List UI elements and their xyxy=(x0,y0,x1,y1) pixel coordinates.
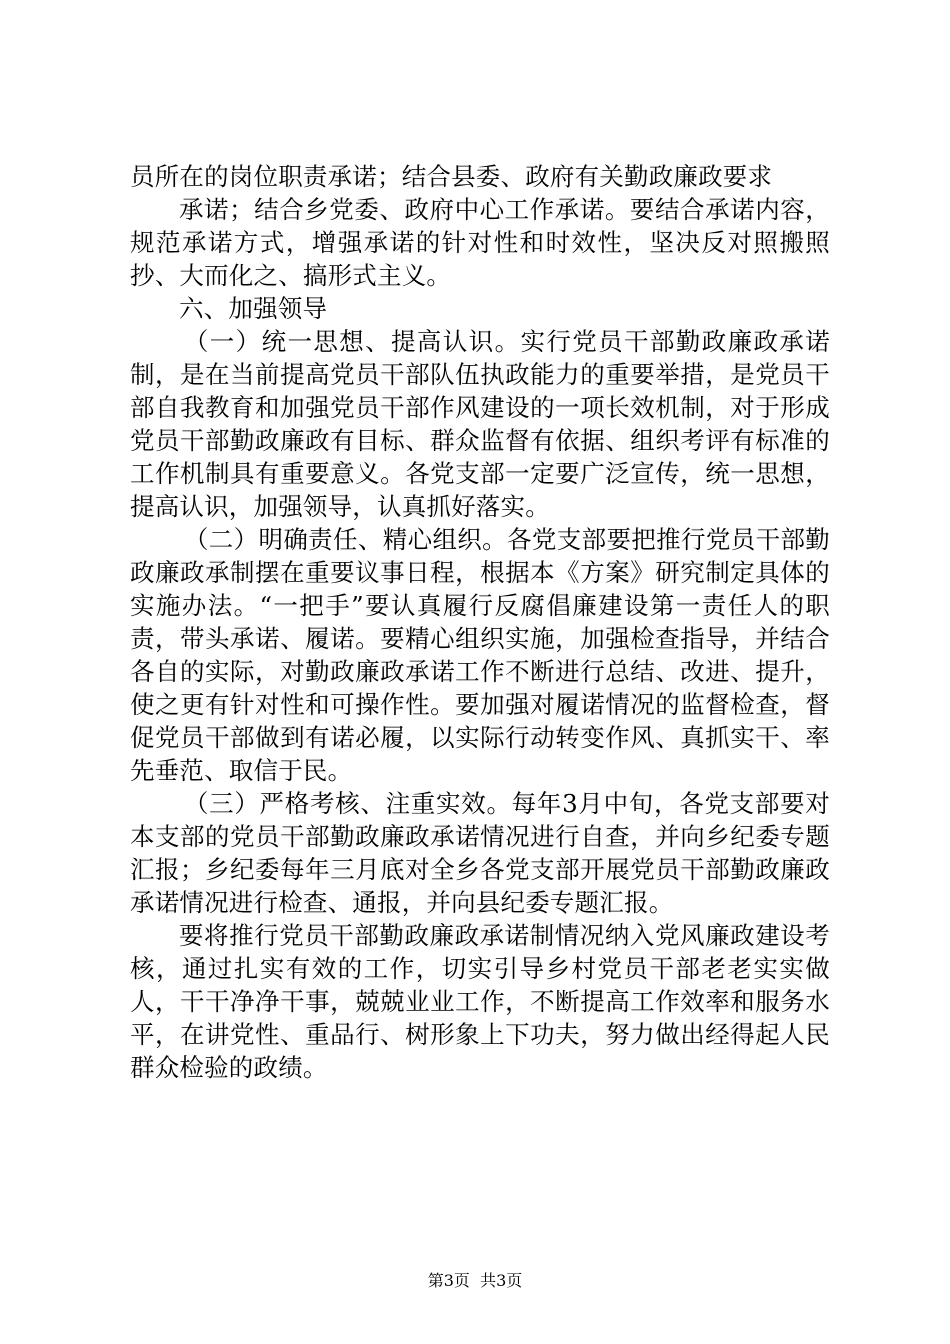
document-body xyxy=(130,160,830,1084)
paragraph-continuation: 员所在的岗位职责承诺；结合县委、政府有关勤政廉政要求 xyxy=(130,162,773,191)
page-footer xyxy=(0,1271,950,1291)
paragraph-item-3: （三）严格考核、注重实效。每年3月中旬，各党支部要对本支部的党员干部勤政廉政承诺情况进行自查，并向乡纪委专题汇报；乡纪委每年三月底对全乡各党支部开展党员干部勤政廉政承诺情况进行检查、通报，并向县纪委专题汇报。 xyxy=(130,789,830,917)
paragraph-item-2: （二）明确责任、精心组织。各党支部要把推行党员干部勤政廉政承制摆在重要议事日程，根据本《方案》研究制定具体的实施办法。“一把手”要认真履行反腐倡廉建设第一责任人的职责，带头承诺、履诺。要精心组织实施，加强检查指导，并结合各自的实际，对勤政廉政承诺工作不断进行总结、改进、提升，使之更有针对性和可操作性。要加强对履诺情况的监督检查，督促党员干部做到有诺必履，以实际行动转变作风、真抓实干、率先垂范、取信于民。 xyxy=(130,525,830,785)
paragraph-commitment: 承诺；结合乡党委、政府中心工作承诺。要结合承诺内容，规范承诺方式，增强承诺的针对性和时效性，坚决反对照搬照抄、大而化之、搞形式主义。 xyxy=(130,195,830,290)
paragraph-closing: 要将推行党员干部勤政廉政承诺制情况纳入党风廉政建设考核，通过扎实有效的工作，切实引导乡村党员干部老老实实做人，干干净净干事，兢兢业业工作，不断提高工作效率和服务水平，在讲党性、重品行、树形象上下功夫，努力做出经得起人民群众检验的政绩。 xyxy=(130,921,830,1082)
section-heading-leadership: 六、加强领导 xyxy=(179,294,328,323)
page-number-label: 第3页 共3页 xyxy=(427,1271,523,1290)
paragraph-item-1: （一）统一思想、提高认识。实行党员干部勤政廉政承诺制，是在当前提高党员干部队伍执政能力的重要举措，是党员干部自我教育和加强党员干部作风建设的一项长效机制，对于形成党员干部勤政廉政有目标、群众监督有依据、组织考评有标准的工作机制具有重要意义。各党支部一定要广泛宣传，统一思想，提高认识，加强领导，认真抓好落实。 xyxy=(130,327,830,521)
